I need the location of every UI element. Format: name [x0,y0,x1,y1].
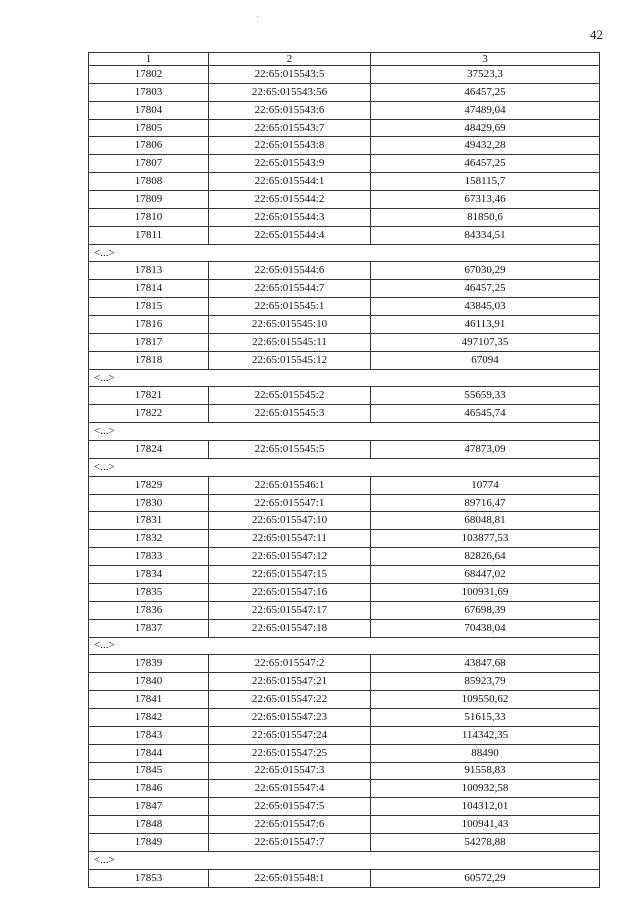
table-row [89,298,600,316]
row-number-cell: 17806 [89,137,209,155]
row-number-cell: 17805 [89,119,209,137]
value-cell: 67698,39 [371,601,600,619]
value-cell: 47873,09 [371,441,600,459]
table-row [89,351,600,369]
omission-row [89,637,600,655]
table-row [89,726,600,744]
table-row [89,601,600,619]
row-number-cell: 17847 [89,798,209,816]
row-number-cell: 17811 [89,226,209,244]
table-row [89,512,600,530]
row-number-cell: 17853 [89,869,209,887]
row-number-cell: 17835 [89,583,209,601]
cadastral-number-cell: 22:65:015544:1 [209,173,371,191]
value-cell: 91558,83 [371,762,600,780]
row-number-cell: 17845 [89,762,209,780]
value-cell: 100941,43 [371,816,600,834]
row-number-cell: 17849 [89,833,209,851]
row-number-cell: 17833 [89,548,209,566]
cadastral-number-cell: 22:65:015547:15 [209,566,371,584]
omission-row [89,423,600,441]
omission-row [89,851,600,869]
table-row [89,548,600,566]
row-number-cell: 17810 [89,208,209,226]
table-row [89,280,600,298]
value-cell: 46457,25 [371,280,600,298]
cadastral-number-cell: 22:65:015546:1 [209,476,371,494]
column-header: 1 [89,53,209,66]
table-row [89,619,600,637]
value-cell: 43847,68 [371,655,600,673]
row-number-cell: 17821 [89,387,209,405]
value-cell: 43845,03 [371,298,600,316]
cadastral-number-cell: 22:65:015545:12 [209,351,371,369]
value-cell: 47489,04 [371,101,600,119]
row-number-cell: 17846 [89,780,209,798]
cadastral-number-cell: 22:65:015545:5 [209,441,371,459]
omission-marker: <...> [89,423,600,441]
table-row [89,869,600,887]
row-number-cell: 17809 [89,191,209,209]
cadastral-number-cell: 22:65:015544:4 [209,226,371,244]
cadastral-number-cell: 22:65:015547:1 [209,494,371,512]
cadastral-number-cell: 22:65:015547:4 [209,780,371,798]
scan-speck [257,16,258,17]
value-cell: 49432,28 [371,137,600,155]
value-cell: 84334,51 [371,226,600,244]
table-row [89,226,600,244]
table-row [89,833,600,851]
cadastral-number-cell: 22:65:015547:21 [209,673,371,691]
value-cell: 10774 [371,476,600,494]
table-row [89,155,600,173]
page-number: 42 [590,27,603,42]
cadastral-number-cell: 22:65:015543:6 [209,101,371,119]
table-row [89,655,600,673]
value-cell: 51615,33 [371,708,600,726]
value-cell: 68048,81 [371,512,600,530]
table-row [89,83,600,101]
omission-row [89,244,600,262]
row-number-cell: 17842 [89,708,209,726]
value-cell: 55659,33 [371,387,600,405]
row-number-cell: 17829 [89,476,209,494]
cadastral-number-cell: 22:65:015547:2 [209,655,371,673]
table-row [89,530,600,548]
cadastral-number-cell: 22:65:015545:10 [209,316,371,334]
value-cell: 114342,35 [371,726,600,744]
column-header: 2 [209,53,371,66]
value-cell: 81850,6 [371,208,600,226]
cadastral-number-cell: 22:65:015547:5 [209,798,371,816]
table-row [89,744,600,762]
column-header: 3 [371,53,600,66]
cadastral-number-cell: 22:65:015547:7 [209,833,371,851]
value-cell: 48429,69 [371,119,600,137]
row-number-cell: 17803 [89,83,209,101]
value-cell: 89716,47 [371,494,600,512]
row-number-cell: 17802 [89,66,209,84]
omission-marker: <...> [89,458,600,476]
cadastral-number-cell: 22:65:015543:56 [209,83,371,101]
table-body [89,66,600,888]
row-number-cell: 17840 [89,673,209,691]
cadastral-number-cell: 22:65:015543:7 [209,119,371,137]
table-row [89,494,600,512]
row-number-cell: 17844 [89,744,209,762]
cadastral-number-cell: 22:65:015547:16 [209,583,371,601]
row-number-cell: 17814 [89,280,209,298]
cadastral-number-cell: 22:65:015547:3 [209,762,371,780]
value-cell: 88490 [371,744,600,762]
value-cell: 60572,29 [371,869,600,887]
table-row [89,405,600,423]
value-cell: 70438,04 [371,619,600,637]
omission-marker: <...> [89,637,600,655]
value-cell: 46545,74 [371,405,600,423]
cadastral-number-cell: 22:65:015547:17 [209,601,371,619]
cadastral-number-cell: 22:65:015544:3 [209,208,371,226]
table-row [89,673,600,691]
row-number-cell: 17837 [89,619,209,637]
row-number-cell: 17834 [89,566,209,584]
table-row [89,583,600,601]
cadastral-number-cell: 22:65:015548:1 [209,869,371,887]
cadastral-number-cell: 22:65:015547:6 [209,816,371,834]
table-row [89,208,600,226]
table-row [89,262,600,280]
value-cell: 85923,79 [371,673,600,691]
row-number-cell: 17839 [89,655,209,673]
cadastral-number-cell: 22:65:015547:25 [209,744,371,762]
value-cell: 158115,7 [371,173,600,191]
row-number-cell: 17836 [89,601,209,619]
cadastral-number-cell: 22:65:015547:11 [209,530,371,548]
cadastral-number-cell: 22:65:015543:9 [209,155,371,173]
header-row [89,53,600,66]
cadastral-number-cell: 22:65:015547:18 [209,619,371,637]
value-cell: 82826,64 [371,548,600,566]
row-number-cell: 17816 [89,316,209,334]
omission-row [89,369,600,387]
row-number-cell: 17822 [89,405,209,423]
cadastral-number-cell: 22:65:015545:11 [209,333,371,351]
cadastral-number-cell: 22:65:015544:7 [209,280,371,298]
table-row [89,333,600,351]
row-number-cell: 17832 [89,530,209,548]
row-number-cell: 17843 [89,726,209,744]
table-row [89,691,600,709]
value-cell: 46113,91 [371,316,600,334]
table-row [89,816,600,834]
cadastral-number-cell: 22:65:015545:2 [209,387,371,405]
value-cell: 67313,46 [371,191,600,209]
table-row [89,476,600,494]
table-row [89,119,600,137]
omission-marker: <...> [89,851,600,869]
row-number-cell: 17813 [89,262,209,280]
value-cell: 497107,35 [371,333,600,351]
value-cell: 104312,01 [371,798,600,816]
row-number-cell: 17848 [89,816,209,834]
cadastral-number-cell: 22:65:015547:23 [209,708,371,726]
row-number-cell: 17818 [89,351,209,369]
value-cell: 67094 [371,351,600,369]
cadastral-number-cell: 22:65:015547:22 [209,691,371,709]
cadastral-number-cell: 22:65:015543:8 [209,137,371,155]
value-cell: 46457,25 [371,83,600,101]
value-cell: 67030,29 [371,262,600,280]
omission-marker: <...> [89,369,600,387]
table-row [89,441,600,459]
cadastral-number-cell: 22:65:015547:12 [209,548,371,566]
cadastral-number-cell: 22:65:015545:3 [209,405,371,423]
row-number-cell: 17841 [89,691,209,709]
row-number-cell: 17830 [89,494,209,512]
value-cell: 100932,58 [371,780,600,798]
cadastral-number-cell: 22:65:015544:2 [209,191,371,209]
table-row [89,798,600,816]
row-number-cell: 17807 [89,155,209,173]
cadastral-number-cell: 22:65:015544:6 [209,262,371,280]
cadastral-number-cell: 22:65:015545:1 [209,298,371,316]
row-number-cell: 17831 [89,512,209,530]
value-cell: 46457,25 [371,155,600,173]
table-row [89,101,600,119]
table-row [89,762,600,780]
value-cell: 54278,88 [371,833,600,851]
cadastral-number-cell: 22:65:015547:24 [209,726,371,744]
row-number-cell: 17824 [89,441,209,459]
table-row [89,566,600,584]
omission-marker: <...> [89,244,600,262]
cadastral-number-cell: 22:65:015547:10 [209,512,371,530]
row-number-cell: 17808 [89,173,209,191]
table-row [89,173,600,191]
table-row [89,387,600,405]
table-row [89,137,600,155]
table-row [89,316,600,334]
value-cell: 68447,02 [371,566,600,584]
table-row [89,66,600,84]
table-row [89,708,600,726]
row-number-cell: 17815 [89,298,209,316]
data-table [88,52,600,888]
row-number-cell: 17804 [89,101,209,119]
table-row [89,780,600,798]
value-cell: 37523,3 [371,66,600,84]
value-cell: 103877,53 [371,530,600,548]
value-cell: 109550,62 [371,691,600,709]
table-row [89,191,600,209]
value-cell: 100931,69 [371,583,600,601]
row-number-cell: 17817 [89,333,209,351]
cadastral-number-cell: 22:65:015543:5 [209,66,371,84]
omission-row [89,458,600,476]
